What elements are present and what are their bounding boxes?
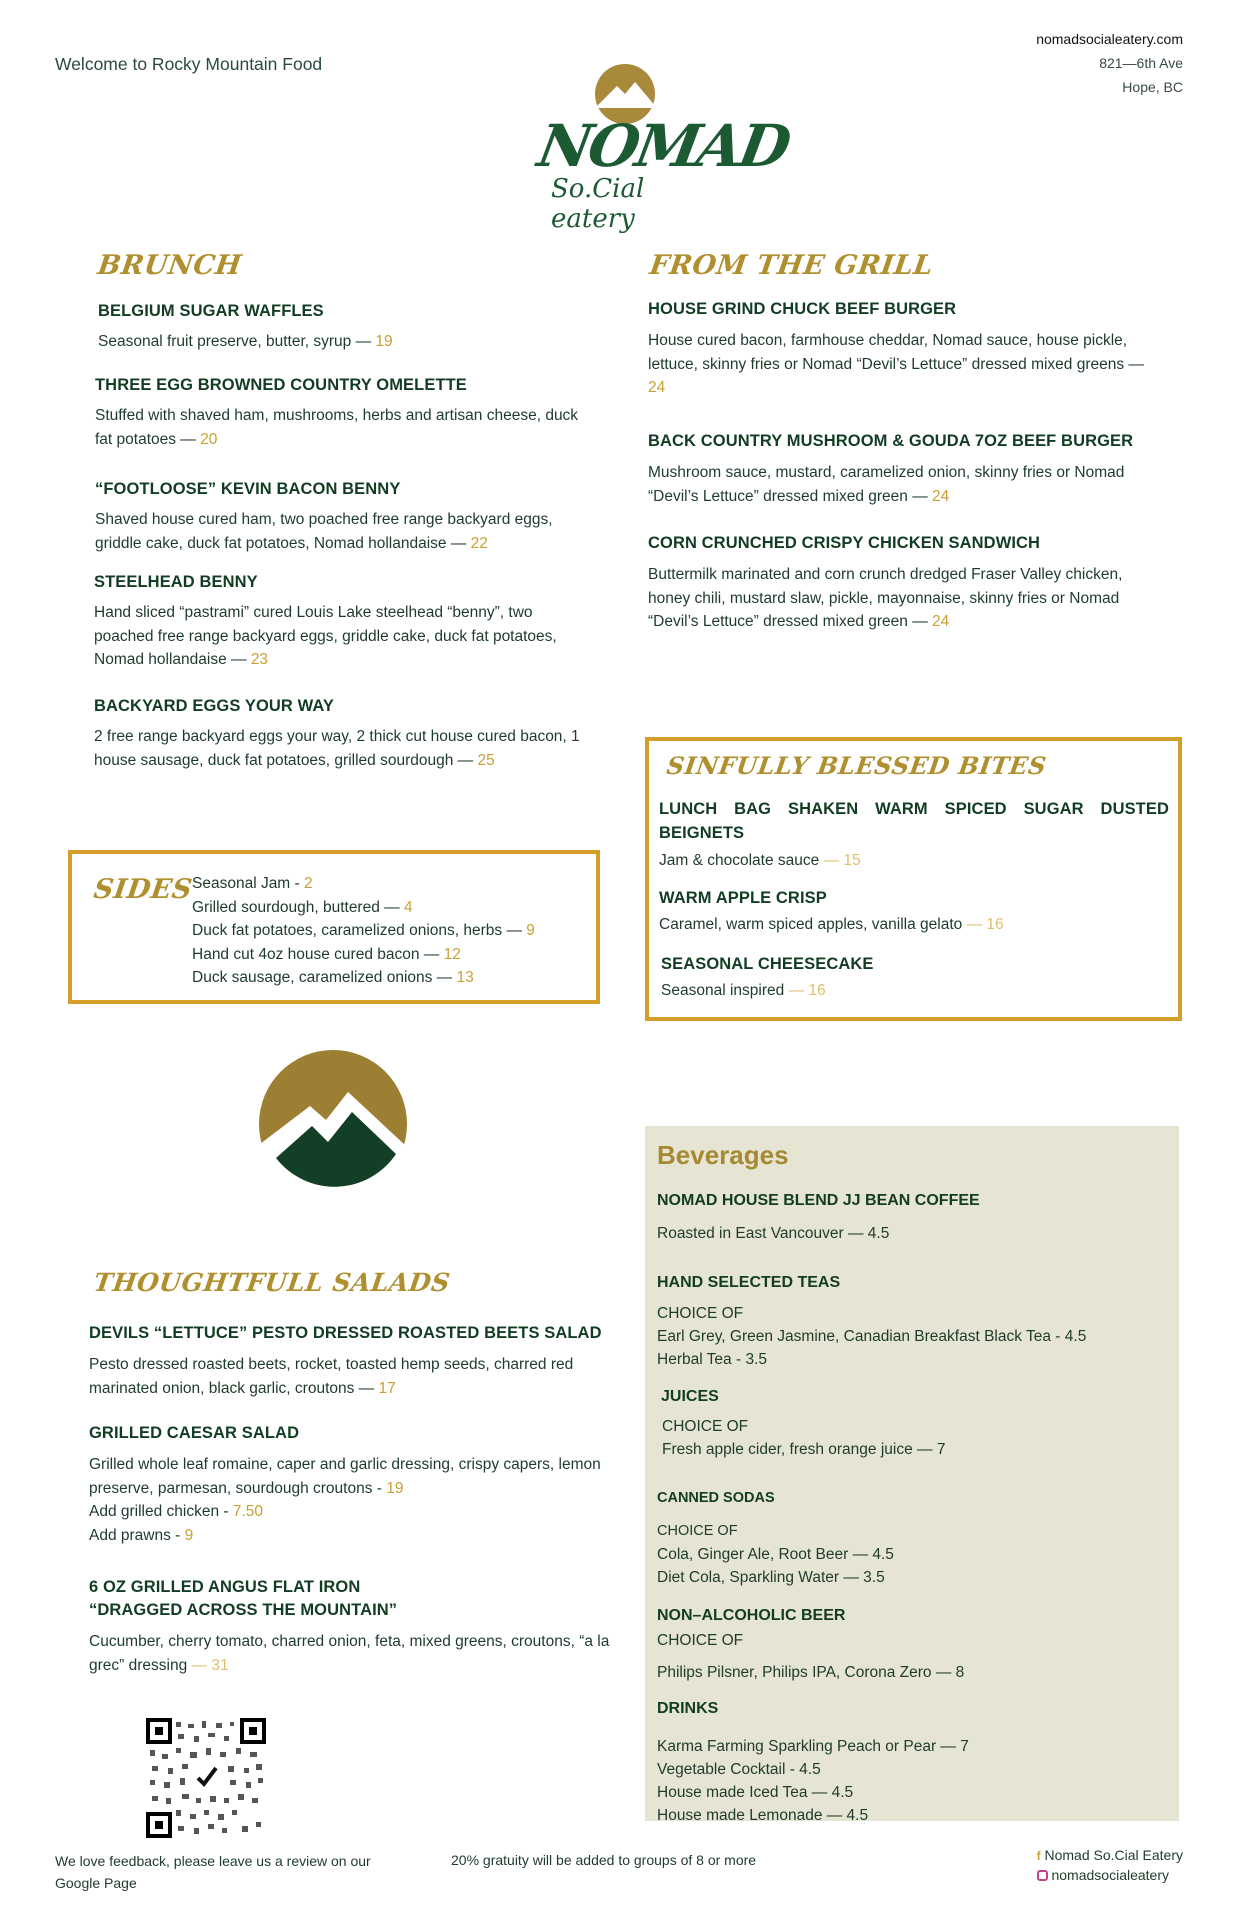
side-text: Grilled sourdough, buttered — — [192, 898, 404, 916]
address-line-2: Hope, BC — [1122, 79, 1183, 95]
item-desc: Cucumber, cherry tomato, charred onion, feta, mixed greens, croutons, “a la grec” dressing — [89, 1633, 610, 1674]
coffee-line: Roasted in East Vancouver — 4.5 — [657, 1225, 890, 1242]
item-title: HOUSE GRIND CHUCK BEEF BURGER — [648, 300, 957, 318]
welcome-text: Welcome to Rocky Mountain Food — [55, 54, 323, 74]
side-price: 13 — [456, 969, 474, 986]
item-title: GRILLED CAESAR SALAD — [89, 1424, 300, 1442]
salads-heading: THOUGHTFULL SALADS — [91, 1268, 452, 1297]
item-price: 24 — [932, 613, 950, 630]
beer-choice: CHOICE OF — [657, 1632, 744, 1649]
item-desc: Mushroom sauce, mustard, caramelized onion, skinny fries or Nomad “Devil’s Lettuce” dressed mixed green — — [648, 464, 1125, 505]
juices-choice: CHOICE OF — [662, 1418, 749, 1435]
logo-wordmark: NOMAD — [533, 112, 794, 180]
add-on-price: 7.50 — [232, 1503, 264, 1520]
address-line-1: 821—6th Ave — [1099, 55, 1183, 71]
bites-item — [659, 797, 1169, 873]
instagram-label: nomadsocialeatery — [1051, 1867, 1169, 1883]
item-desc: Seasonal fruit preserve, butter, syrup — — [98, 333, 376, 350]
bites-heading: SINFULLY BLESSED BITES — [664, 751, 1049, 780]
item-price: — 15 — [823, 852, 861, 869]
item-desc: Pesto dressed roasted beets, rocket, toasted hemp seeds, charred red marinated onion, black garlic, croutons — — [89, 1356, 574, 1397]
juices-line: Fresh apple cider, fresh orange juice — 7 — [662, 1441, 946, 1458]
item-title-line-2: “DRAGGED ACROSS THE MOUNTAIN” — [89, 1601, 398, 1619]
salad-item — [89, 1324, 609, 1400]
drinks-title: DRINKS — [657, 1700, 719, 1717]
item-title: BACK COUNTRY MUSHROOM & GOUDA 7OZ BEEF BURGER — [648, 432, 1134, 450]
teas-line-2: Herbal Tea - 3.5 — [657, 1351, 767, 1368]
item-desc: Stuffed with shaved ham, mushrooms, herbs and artisan cheese, duck fat potatoes — — [95, 407, 579, 448]
item-title: BELGIUM SUGAR WAFFLES — [98, 302, 324, 320]
item-price: — 16 — [966, 916, 1004, 933]
brunch-heading: BRUNCH — [95, 250, 244, 281]
brunch-item — [95, 480, 595, 555]
qr-code[interactable] — [146, 1718, 266, 1838]
item-price: 23 — [250, 651, 269, 668]
bites-item — [659, 889, 1169, 937]
teas-line-1: Earl Grey, Green Jasmine, Canadian Breakfast Black Tea - 4.5 — [657, 1328, 1087, 1345]
item-price: 20 — [200, 430, 218, 448]
brunch-item — [95, 376, 595, 451]
item-desc: House cured bacon, farmhouse cheddar, Nomad sauce, house pickle, lettuce, skinny fries or Nomad “Devil’s Lettuce” dressed mixed greens — — [648, 332, 1144, 373]
instagram-link[interactable] — [1037, 1866, 1183, 1885]
teas-choice: CHOICE OF — [657, 1305, 744, 1322]
teas-title: HAND SELECTED TEAS — [657, 1274, 841, 1291]
side-price: 2 — [304, 875, 313, 892]
logo-subtext: So.Cial eatery — [551, 174, 645, 234]
item-price: 17 — [378, 1379, 396, 1397]
side-price: 12 — [443, 945, 461, 963]
sides-box — [68, 850, 600, 1004]
drinks-line: Karma Farming Sparkling Peach or Pear — 7 — [657, 1738, 969, 1755]
facebook-label: Nomad So.Cial Eatery — [1044, 1847, 1183, 1863]
item-title: “FOOTLOOSE” KEVIN BACON BENNY — [95, 480, 401, 498]
item-desc: 2 free range backyard eggs your way, 2 thick cut house cured bacon, 1 house sausage, duck fat potatoes, grilled sourdough — — [94, 728, 580, 769]
grill-item — [648, 534, 1168, 634]
side-text: Seasonal Jam - — [192, 875, 304, 892]
item-title: THREE EGG BROWNED COUNTRY OMELETTE — [95, 376, 467, 394]
item-title: BACKYARD EGGS YOUR WAY — [94, 697, 334, 715]
item-price: 19 — [386, 1479, 404, 1497]
sodas-choice: CHOICE OF — [657, 1523, 738, 1539]
item-price: 19 — [375, 333, 393, 350]
item-title: STEELHEAD BENNY — [94, 573, 258, 591]
salad-item — [89, 1424, 619, 1547]
sides-heading: SIDES — [91, 874, 195, 905]
drinks-line: House made Iced Tea — 4.5 — [657, 1784, 854, 1801]
side-price: 9 — [526, 922, 535, 939]
side-text: Duck sausage, caramelized onions — — [192, 969, 457, 986]
item-desc: Seasonal inspired — [661, 982, 789, 999]
item-desc: Jam & chocolate sauce — [659, 852, 824, 869]
feedback-text: We love feedback, please leave us a review on our Google Page — [55, 1853, 371, 1891]
item-title: WARM APPLE CRISP — [659, 889, 827, 907]
gratuity-note: 20% gratuity will be added to groups of 8 or more — [451, 1852, 757, 1868]
side-text: Duck fat potatoes, caramelized onions, herbs — — [192, 922, 527, 939]
add-on-text: Add grilled chicken - — [89, 1503, 233, 1520]
item-desc: Hand sliced “pastrami” cured Louis Lake steelhead “benny”, two poached free range backyard eggs, griddle cake, duck fat potatoes, Nomad hollandaise — — [94, 604, 557, 668]
social-links — [1037, 1846, 1183, 1885]
brunch-item — [98, 302, 598, 354]
qr-code-icon — [146, 1718, 266, 1838]
grill-heading: FROM THE GRILL — [647, 250, 936, 281]
side-text: Hand cut 4oz house cured bacon — — [192, 945, 444, 963]
contact-block — [1036, 31, 1183, 95]
item-title: CORN CRUNCHED CRISPY CHICKEN SANDWICH — [648, 534, 1041, 552]
brunch-item — [94, 697, 604, 772]
item-title: DEVILS “LETTUCE” PESTO DRESSED ROASTED BEETS SALAD — [89, 1324, 602, 1342]
drinks-line: House made Lemonade — 4.5 — [657, 1807, 869, 1824]
sodas-line-2: Diet Cola, Sparkling Water — 3.5 — [657, 1569, 885, 1586]
website-link[interactable]: nomadsocialeatery.com — [1036, 31, 1183, 47]
item-title: LUNCH BAG SHAKEN WARM SPICED SUGAR DUSTED BEIGNETS — [659, 800, 1169, 842]
facebook-link[interactable] — [1037, 1846, 1183, 1866]
item-price: — 31 — [191, 1656, 229, 1674]
mountain-emblem — [248, 1046, 418, 1206]
item-desc: Caramel, warm spiced apples, vanilla gelato — [659, 916, 967, 933]
grill-item — [648, 432, 1168, 508]
salad-item — [89, 1576, 619, 1677]
juices-title: JUICES — [661, 1388, 719, 1405]
beer-title: NON–ALCOHOLIC BEER — [657, 1607, 846, 1624]
item-desc: Shaved house cured ham, two poached free range backyard eggs, griddle cake, duck fat potatoes, Nomad hollandaise — — [95, 511, 553, 552]
instagram-icon — [1037, 1870, 1048, 1881]
bites-box — [645, 737, 1182, 1021]
facebook-icon: f — [1036, 1849, 1041, 1863]
side-price: 4 — [403, 898, 413, 916]
item-price: 22 — [470, 534, 488, 552]
sodas-line-1: Cola, Ginger Ale, Root Beer — 4.5 — [657, 1546, 894, 1563]
drinks-line: Vegetable Cocktail - 4.5 — [657, 1761, 821, 1778]
beverages-heading: Beverages — [657, 1140, 789, 1170]
item-price: 24 — [648, 379, 666, 396]
mountain-emblem-icon — [248, 1046, 418, 1206]
add-on-text: Add prawns - — [89, 1526, 185, 1544]
brunch-item — [94, 573, 594, 672]
item-desc: Grilled whole leaf romaine, caper and garlic dressing, crispy capers, lemon preserve, parmesan, sourdough croutons - — [89, 1456, 601, 1497]
sides-list — [192, 872, 535, 990]
nomad-logo — [525, 56, 794, 234]
item-desc: Buttermilk marinated and corn crunch dredged Fraser Valley chicken, honey chili, mustard slaw, pickle, mayonnaise, skinny fries or Nomad “Devil’s Lettuce” dressed mixed green — — [648, 566, 1123, 630]
item-price: — 16 — [788, 982, 826, 999]
item-title: SEASONAL CHEESECAKE — [661, 955, 874, 973]
coffee-title: NOMAD HOUSE BLEND JJ BEAN COFFEE — [657, 1192, 980, 1209]
beer-line: Philips Pilsner, Philips IPA, Corona Zero — 8 — [657, 1664, 965, 1681]
item-price: 25 — [477, 751, 495, 769]
beverages-panel — [645, 1126, 1179, 1824]
item-price: 24 — [932, 487, 950, 505]
item-title: 6 OZ GRILLED ANGUS FLAT IRON — [89, 1578, 361, 1596]
add-on-price: 9 — [184, 1526, 194, 1544]
grill-item — [648, 300, 1158, 400]
sodas-title: CANNED SODAS — [657, 1490, 775, 1506]
bites-item — [661, 955, 1171, 1003]
